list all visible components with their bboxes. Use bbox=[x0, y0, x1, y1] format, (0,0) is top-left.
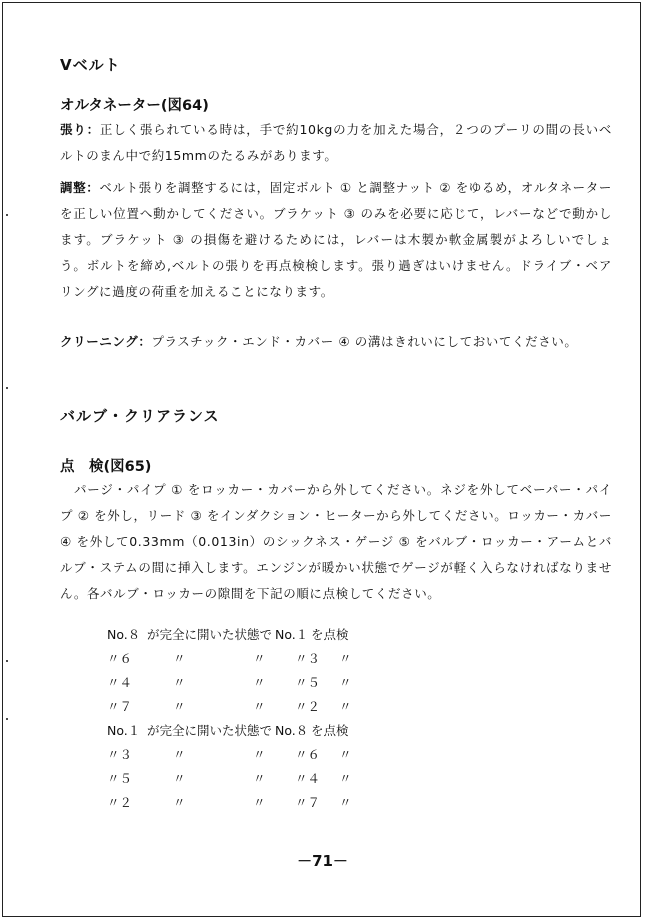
check-order-cell: 〃６ bbox=[295, 747, 321, 762]
cleaning-label: クリーニング： bbox=[60, 334, 152, 349]
check-order-cell: 〃５ bbox=[107, 771, 133, 786]
margin-mark bbox=[6, 660, 8, 662]
tension-label: 張り： bbox=[60, 122, 100, 137]
check-order-cell: 〃 bbox=[253, 651, 266, 666]
check-order-cell: 〃 bbox=[339, 795, 352, 810]
margin-mark bbox=[6, 387, 8, 389]
check-order-cell: 〃６ bbox=[107, 651, 133, 666]
tension-paragraph bbox=[60, 117, 612, 169]
check-order-cell: 〃４ bbox=[295, 771, 321, 786]
cleaning-text: プラスチック・エンド・カバー ④ の溝はきれいにしておいてください。 bbox=[151, 334, 578, 349]
check-order-cell: 〃７ bbox=[107, 699, 133, 714]
check-order-cell: 〃 bbox=[253, 795, 266, 810]
check-order-cell: が完全に開いた状態で bbox=[147, 723, 273, 738]
margin-mark bbox=[6, 718, 8, 720]
check-order-cell: 〃２ bbox=[295, 699, 321, 714]
check-order-cell: 〃 bbox=[253, 747, 266, 762]
check-order-cell: 〃 bbox=[173, 675, 186, 690]
check-order-cell: 〃 bbox=[253, 771, 266, 786]
check-order-cell: No.１ bbox=[107, 723, 141, 738]
cleaning-paragraph bbox=[60, 329, 612, 355]
tension-text: 正しく張られている時は，手で約10kgの力を加えた場合，２つのプーリの間の長いベルトのまん中で約15mmのたるみがあります。 bbox=[60, 122, 612, 163]
check-order-cell: 〃３ bbox=[295, 651, 321, 666]
check-order-cell: 〃 bbox=[253, 675, 266, 690]
check-order-cell: 〃 bbox=[173, 747, 186, 762]
check-order-cell: 〃２ bbox=[107, 795, 133, 810]
check-order-cell: が完全に開いた状態で bbox=[147, 627, 273, 642]
check-order-cell: 〃 bbox=[253, 699, 266, 714]
check-order-cell: No.８ bbox=[275, 723, 309, 738]
check-order-cell: 〃 bbox=[339, 675, 352, 690]
check-order-cell: 〃３ bbox=[107, 747, 133, 762]
check-order-cell: 〃 bbox=[173, 771, 186, 786]
check-order-cell: を点検 bbox=[311, 723, 349, 738]
check-order-cell: 〃４ bbox=[107, 675, 133, 690]
adjust-text: ベルト張りを調整するには，固定ボルト ① と調整ナット ② をゆるめ，オルタネーターを正しい位置へ動かしてください。ブラケット ③ のみを必要に応じて，レバーなどで動かします。ブラケット ③ の損傷を避けるためには，レバーは木製か軟金属製がよろしいでしょう。ボルトを締め,ベルトの張りを再点検検します。張り過ぎはいけません。ドライブ・ベアリングに過度の荷重を加えることになります。 bbox=[60, 180, 612, 299]
check-order-cell: 〃 bbox=[173, 651, 186, 666]
check-order-cell: 〃 bbox=[173, 795, 186, 810]
subheading-inspection: 点 検(図65) bbox=[60, 459, 152, 475]
page-number: －71－ bbox=[297, 852, 348, 870]
check-order-cell: 〃７ bbox=[295, 795, 321, 810]
check-order-cell: 〃 bbox=[339, 699, 352, 714]
check-order-cell: No.８ bbox=[107, 627, 141, 642]
check-order-cell: 〃 bbox=[339, 651, 352, 666]
check-order-cell: 〃５ bbox=[295, 675, 321, 690]
check-order-cell: 〃 bbox=[339, 771, 352, 786]
adjust-label: 調整： bbox=[60, 180, 100, 195]
adjust-paragraph bbox=[60, 175, 612, 305]
subheading-alternator: オルタネーター(図64) bbox=[60, 98, 209, 114]
check-order-cell: を点検 bbox=[311, 627, 349, 642]
section-heading-vbelt: Vベルト bbox=[60, 56, 121, 74]
section-heading-valve-clearance: バルブ・クリアランス bbox=[60, 407, 220, 425]
check-order-cell: No.１ bbox=[275, 627, 309, 642]
inspection-paragraph: パージ・パイプ ① をロッカー・カバーから外してください。ネジを外してベーパー・パイプ ② を外し，リード ③ をインダクション・ヒーターから外してください。ロッカー・カバー ④ を外して0.33mm（0.013in）のシックネス・ゲージ ⑤ をバルブ・ロッカー・アームとバルブ・ステムの間に挿入します。エンジンが暖かい状態でゲージが軽く入らなければなりません。各バルブ・ロッカーの隙間を下記の順に点検してください。 bbox=[60, 482, 612, 601]
margin-mark bbox=[6, 214, 8, 216]
check-order-cell: 〃 bbox=[173, 699, 186, 714]
check-order-cell: 〃 bbox=[339, 747, 352, 762]
